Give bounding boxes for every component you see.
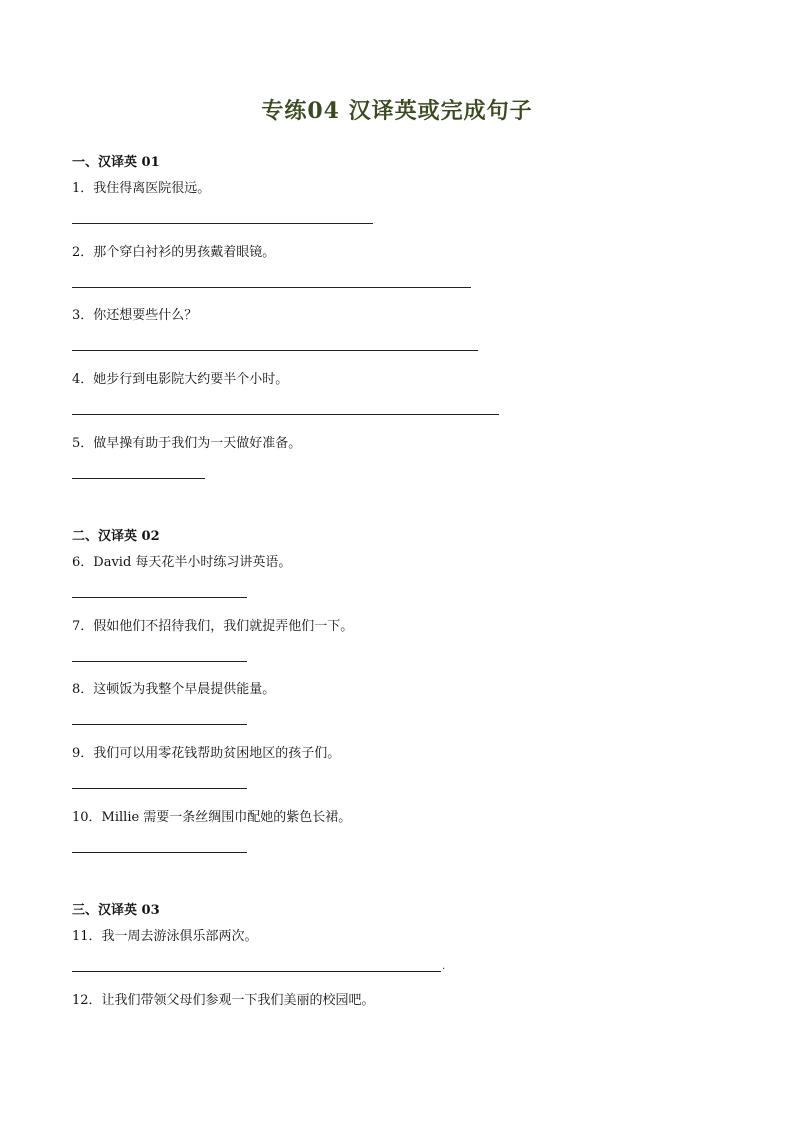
answer-line[interactable] bbox=[72, 414, 499, 415]
section-heading: 一、汉译英 01 bbox=[72, 155, 160, 170]
question-text: 4．她步行到电影院大约要半个小时。 bbox=[72, 372, 289, 387]
answer-line[interactable] bbox=[72, 350, 478, 351]
question-text: 10．Millie 需要一条丝绸围巾配她的紫色长裙。 bbox=[72, 810, 352, 825]
question-text: 11．我一周去游泳俱乐部两次。 bbox=[72, 929, 258, 944]
section-heading: 二、汉译英 02 bbox=[72, 529, 160, 544]
answer-line[interactable] bbox=[72, 852, 247, 853]
question-text: 8．这顿饭为我整个早晨提供能量。 bbox=[72, 682, 276, 697]
question-text: 12．让我们带领父母们参观一下我们美丽的校园吧。 bbox=[72, 993, 375, 1008]
question-text: 7．假如他们不招待我们，我们就捉弄他们一下。 bbox=[72, 619, 354, 634]
answer-line[interactable] bbox=[72, 478, 205, 479]
question-text: 1．我住得离医院很远。 bbox=[72, 181, 211, 196]
answer-line[interactable] bbox=[72, 724, 247, 725]
question-text: 3．你还想要些什么？ bbox=[72, 308, 198, 323]
question-text: 6．David 每天花半小时练习讲英语。 bbox=[72, 555, 292, 570]
answer-line[interactable] bbox=[72, 223, 373, 224]
page-title: 专练04 汉译英或完成句子 bbox=[261, 98, 533, 124]
answer-line[interactable] bbox=[72, 971, 441, 972]
answer-line[interactable] bbox=[72, 287, 471, 288]
line-end-mark: . bbox=[442, 961, 446, 972]
answer-line[interactable] bbox=[72, 661, 247, 662]
question-text: 9．我们可以用零花钱帮助贫困地区的孩子们。 bbox=[72, 746, 341, 761]
question-text: 5．做早操有助于我们为一天做好准备。 bbox=[72, 436, 302, 451]
question-text: 2．那个穿白衬衫的男孩戴着眼镜。 bbox=[72, 245, 276, 260]
answer-line[interactable] bbox=[72, 597, 247, 598]
answer-line[interactable] bbox=[72, 788, 247, 789]
section-heading: 三、汉译英 03 bbox=[72, 903, 160, 918]
